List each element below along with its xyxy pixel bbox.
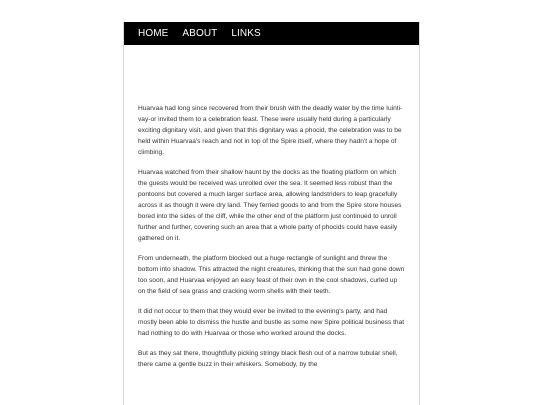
nav-about-link[interactable]: ABOUT [182, 28, 218, 39]
article-paragraph-4: It did not occur to them that they would ever be invited to the evening's party, and had mostly been able to dismiss the hustle and bustle as some new Spire political business that had nothing to do with Huarvaa or those who worked around the docks. [138, 308, 405, 337]
article-body [124, 45, 419, 370]
article-paragraph-3: From underneath, the platform blocked out a huge rectangle of sunlight and threw the bottom into shadow. This attracted the night creatures, thinking that the sun had gone down too soon, and Huarvaa enjoyed an easy feast of their own in the cool shadows, curled up on the field of sea grass and cracking worm shells with their teeth. [138, 255, 405, 295]
article-paragraph-5: But as they sat there, thoughtfully picking stringy black flesh out of a narrow tubular shell, there came a gentle buzz in their whiskers. Somebody, by the [138, 350, 398, 368]
nav-links-link[interactable]: LINKS [231, 28, 261, 39]
article-paragraph-1: Huarvaa had long since recovered from their brush with the deadly water by the time Iuinti-vay-or invited them to a celebration feast. These were usually held during a particularly exciting dignitary visit, and given that this dignitary was a phocid, the celebration was to be held within Huarvaa's reach and not in top of the Spire itself, where they hadn't a hope of climbing. [138, 105, 403, 156]
top-nav [124, 22, 419, 45]
article-paragraph-2: Huarvaa watched from their shallow haunt by the docks as the floating platform on which the guests would be received was unrolled over the sea. It seemed less robust than the pontoons but covered a much larger surface area, allowing landstriders to leap gracefully across it as though it were dry land. They ferried goods to and from the Spire store houses bored into the sides of the cliff, while the other end of the platform just continued to unroll further and further, covering such an area that a whole party of phocids could have easily gathered on it. [138, 169, 402, 242]
page-container [123, 22, 420, 405]
nav-home-link[interactable]: HOME [138, 28, 169, 39]
